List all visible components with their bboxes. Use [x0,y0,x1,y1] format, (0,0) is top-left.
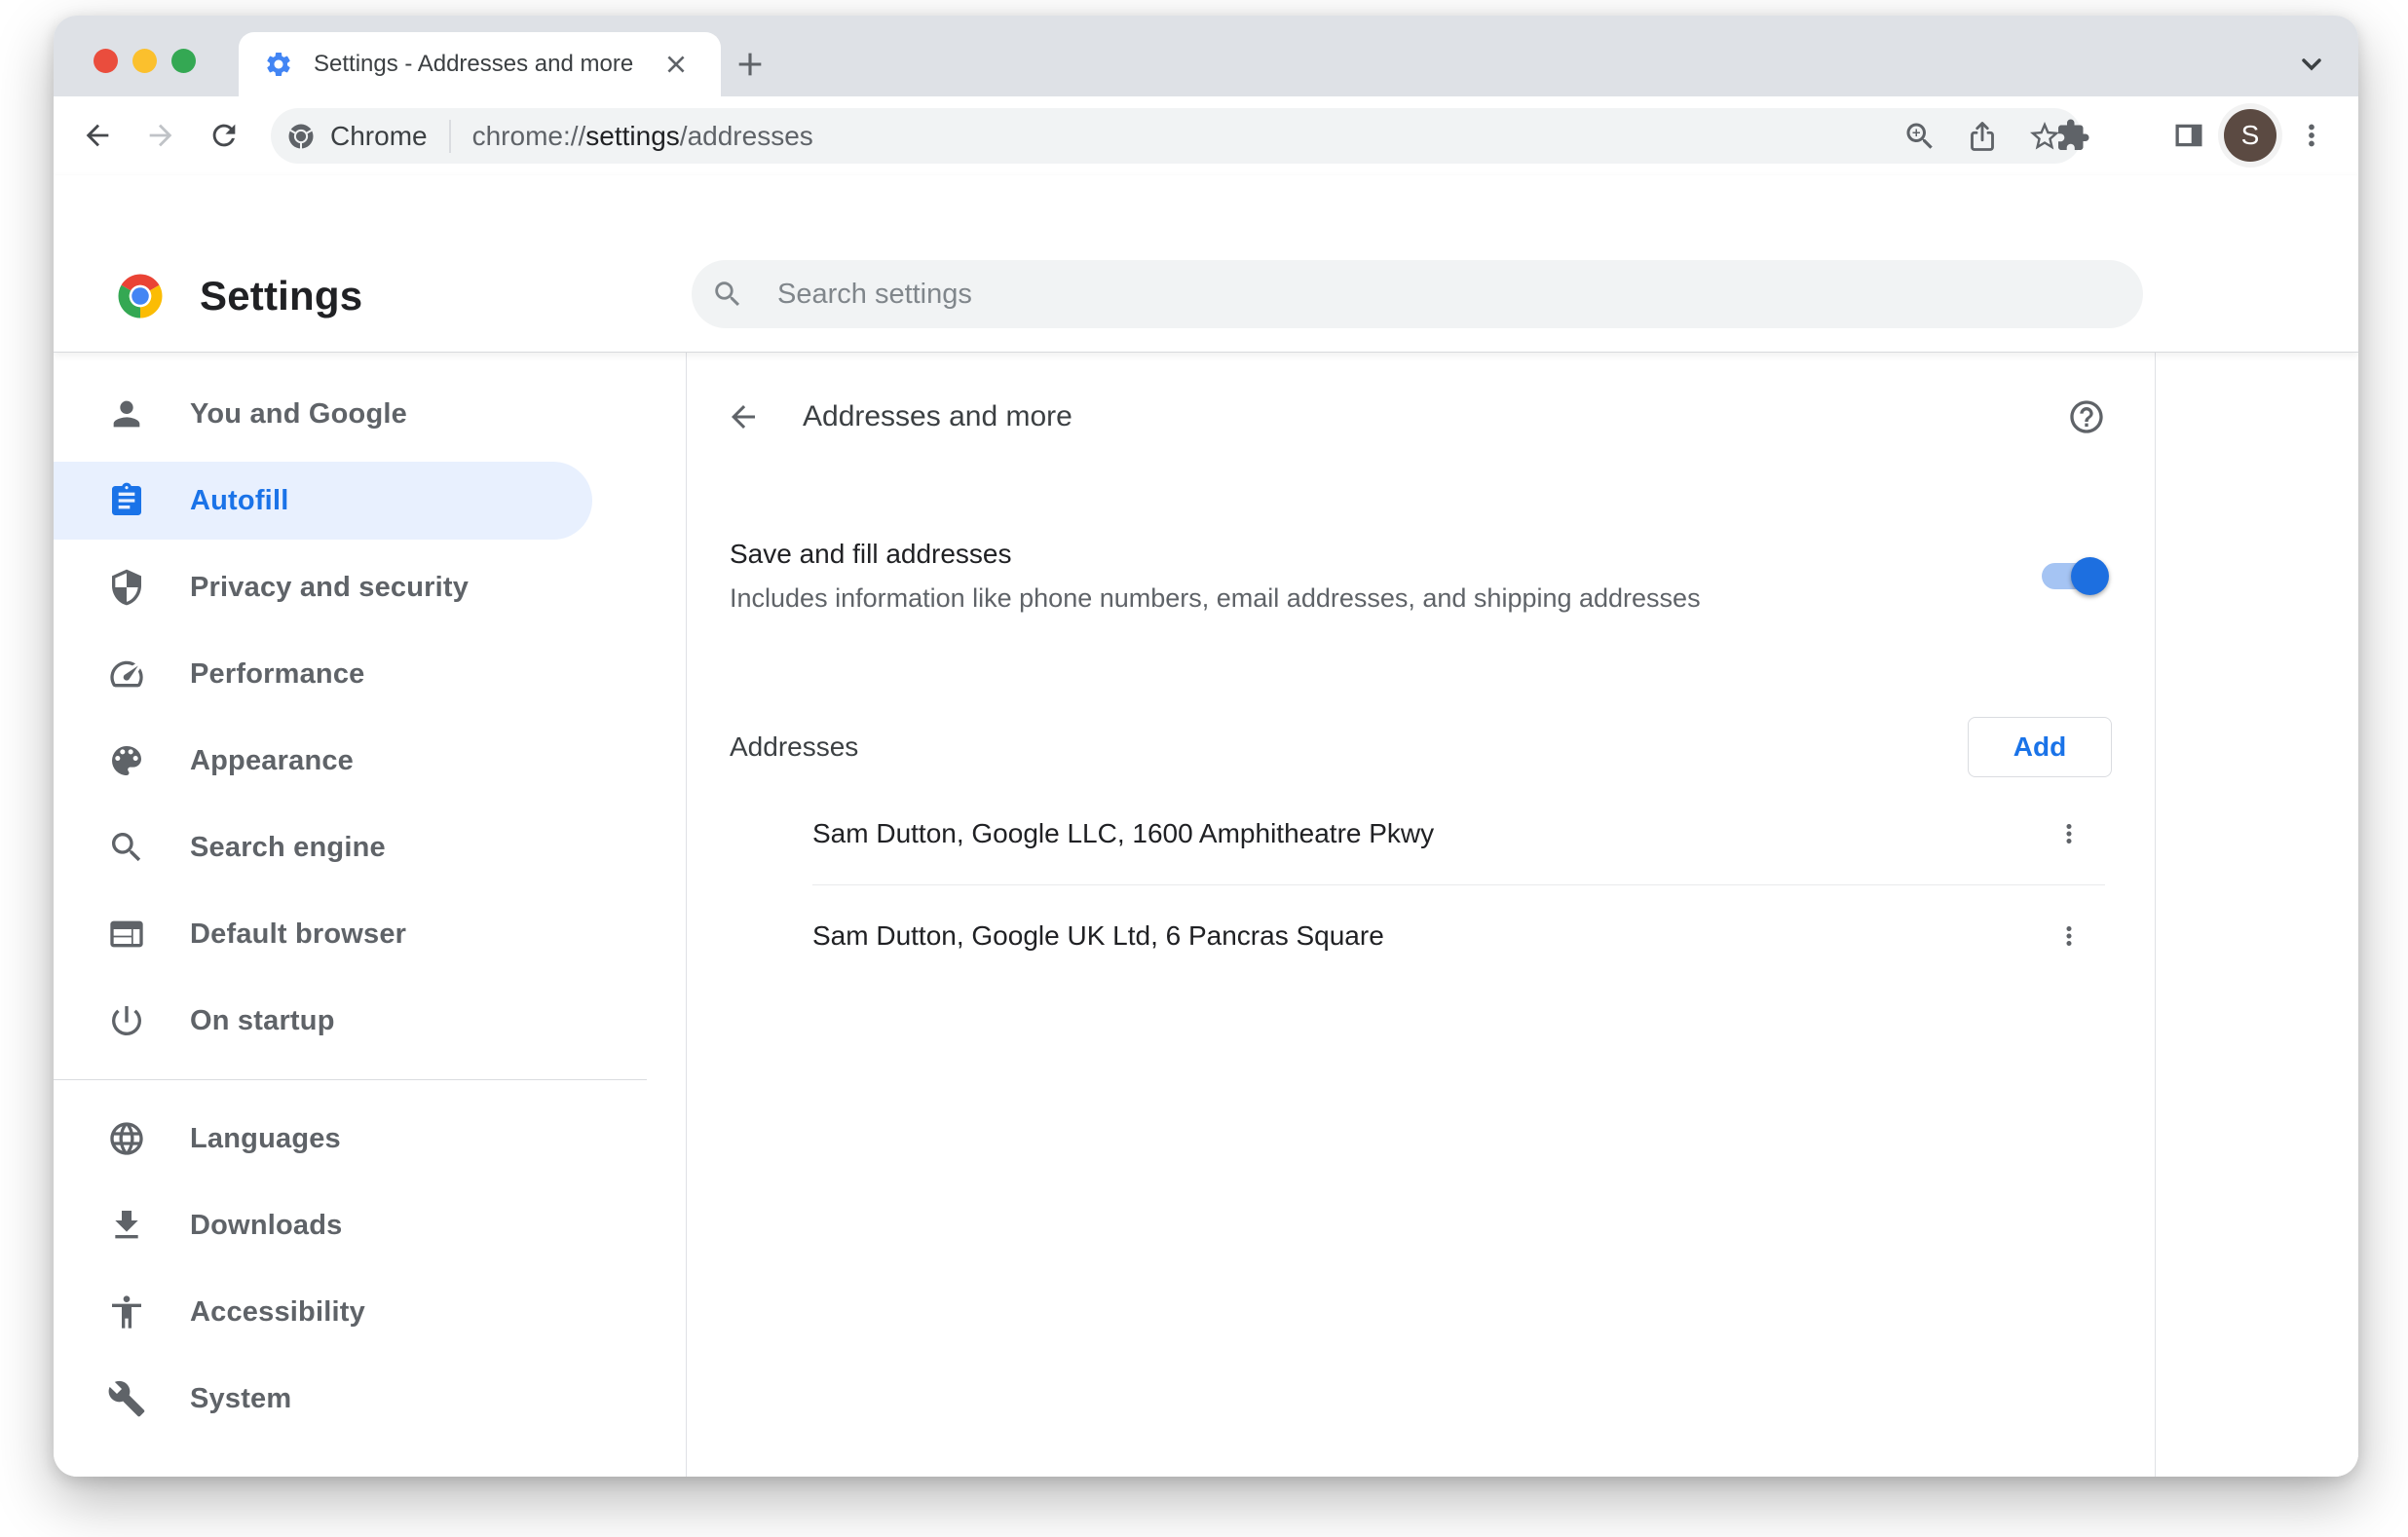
sidebar-item-you-and-google[interactable] [54,375,592,453]
sidebar-item-label: Search engine [190,831,386,863]
address-row[interactable] [687,783,2155,884]
settings-sidebar [54,353,686,1477]
sidebar-item-label: Privacy and security [190,571,470,603]
save-fill-toggle[interactable] [2042,563,2108,589]
settings-title: Settings [200,273,363,319]
address-text: Sam Dutton, Google UK Ltd, 6 Pancras Square [812,920,1384,951]
minimize-window-button[interactable] [132,49,157,73]
page-back-button[interactable] [716,390,771,444]
save-fill-text [730,532,1701,619]
chrome-glyph-icon [286,122,316,151]
sidebar-item-label: Performance [190,657,365,690]
tab-strip [54,16,2358,96]
save-fill-addresses-row [687,481,2155,619]
reload-button[interactable] [197,108,251,163]
browser-window [54,16,2358,1477]
sidebar-item-label: On startup [190,1004,335,1036]
address-row[interactable] [687,885,2155,987]
share-icon[interactable] [1957,111,2008,162]
extensions-icon[interactable] [2046,108,2100,163]
avatar-initial: S [2240,120,2260,150]
zoom-icon[interactable] [1895,111,1945,162]
settings-header [54,175,2358,353]
addresses-label: Addresses [730,731,859,762]
sidebar-item-on-startup[interactable] [54,982,592,1060]
chrome-logo-icon [114,270,167,322]
sidebar-item-system[interactable] [54,1360,592,1438]
address-text: Sam Dutton, Google LLC, 1600 Amphitheatre Pkwy [812,818,1435,848]
sidebar-item-label: Accessibility [190,1295,365,1328]
sidebar-item-label: Downloads [190,1209,343,1241]
address-list [687,783,2155,987]
forward-button[interactable] [133,108,188,163]
clipboard-icon [107,481,146,520]
sidebar-item-default-browser[interactable] [54,895,592,973]
settings-search[interactable] [692,260,2143,328]
address-bar[interactable] [271,108,2082,164]
toggle-knob [2071,557,2109,595]
browser-menu-icon[interactable] [2284,108,2339,163]
tab-close-icon[interactable] [658,47,694,82]
addresses-section-header [687,717,2155,777]
save-fill-title: Save and fill addresses [730,539,1012,569]
close-window-button[interactable] [94,49,118,73]
sidebar-item-label: Autofill [190,484,289,516]
sidebar-item-privacy-and-security[interactable] [54,548,592,626]
addresses-page [686,353,2156,1477]
tab-title: Settings - Addresses and more [314,51,634,77]
speedometer-icon [107,655,146,694]
browser-toolbar [54,96,2358,175]
tab-search-chevron-icon[interactable] [2284,40,2339,89]
sidebar-item-performance[interactable] [54,635,592,713]
sidebar-item-label: You and Google [190,397,407,430]
sidebar-item-autofill[interactable] [54,462,592,540]
new-tab-button[interactable] [723,37,777,92]
sidebar-item-label: Default browser [190,918,407,950]
globe-icon [107,1119,146,1158]
address-more-icon[interactable] [2050,917,2088,956]
sidebar-item-label: Languages [190,1122,341,1154]
settings-favicon-icon [264,50,293,79]
sidebar-item-accessibility[interactable] [54,1273,592,1351]
wrench-icon [107,1379,146,1418]
omnibox-divider [449,120,451,153]
tab-settings[interactable] [239,32,721,96]
page-header [687,353,2155,481]
save-fill-subtitle: Includes information like phone numbers, email addresses, and shipping addresses [730,583,1701,613]
help-icon[interactable] [2059,390,2114,444]
download-icon [107,1206,146,1245]
page-title: Addresses and more [803,400,1072,432]
magnifier-icon [107,828,146,867]
sidebar-item-languages[interactable] [54,1100,592,1178]
site-label: Chrome [330,120,428,151]
sidebar-item-label: Appearance [190,744,355,776]
settings-body [54,353,2358,1477]
side-panel-icon[interactable] [2162,108,2216,163]
sidebar-item-search-engine[interactable] [54,808,592,886]
browser-window-icon [107,915,146,954]
search-settings-input[interactable] [775,278,2120,312]
palette-icon [107,741,146,780]
power-icon [107,1001,146,1040]
traffic-lights [94,49,196,73]
person-icon [107,394,146,433]
avatar[interactable] [2224,109,2276,162]
scroll-gutter[interactable] [2156,353,2358,1477]
add-address-button[interactable]: Add [1968,717,2112,777]
maximize-window-button[interactable] [171,49,196,73]
sidebar-item-label: System [190,1382,292,1414]
address-more-icon[interactable] [2050,814,2088,853]
url-text: chrome://settings/addresses [471,120,813,151]
back-button[interactable] [70,108,125,163]
accessibility-icon [107,1293,146,1331]
sidebar-item-downloads[interactable] [54,1186,592,1264]
shield-icon [107,568,146,607]
search-icon [711,278,744,311]
sidebar-divider [54,1079,647,1080]
sidebar-item-appearance[interactable] [54,722,592,800]
